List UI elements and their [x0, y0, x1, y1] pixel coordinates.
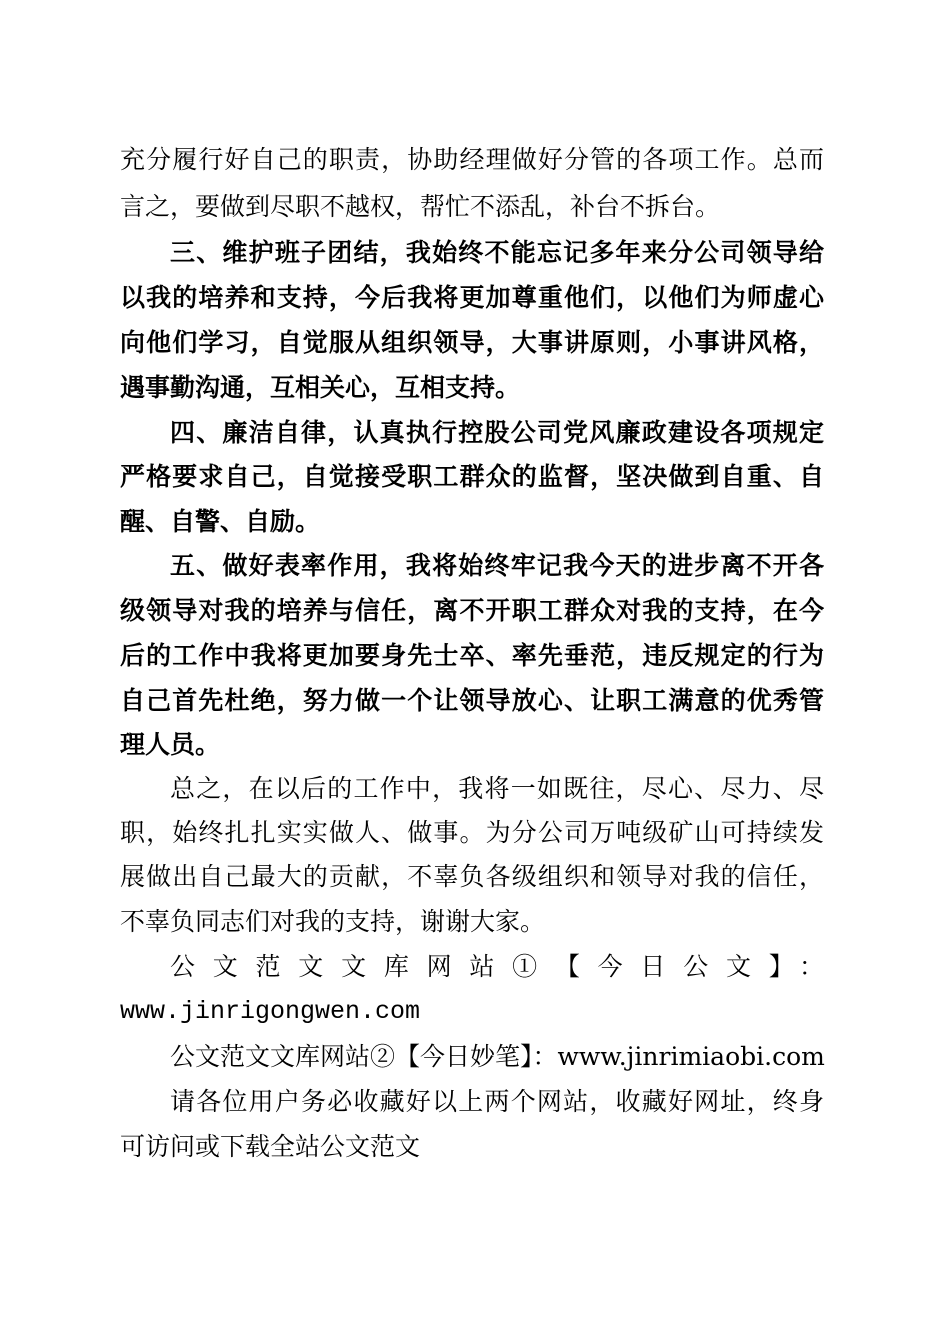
site-one-label: 公文范文文库网站①【今日公文】：: [170, 952, 824, 981]
text-line: 四、廉洁自律，认真执行控股公司党风廉政建设各项规定: [170, 418, 824, 447]
text-line: 职，始终扎扎实实做人、做事。为分公司万吨级矿山可持续发: [120, 818, 824, 847]
text-line: 向他们学习，自觉服从组织领导，大事讲原则，小事讲风格，: [120, 328, 824, 357]
text-line: 言之，要做到尽职不越权，帮忙不添乱，补台不拆台。: [120, 192, 721, 221]
text-line: 总之，在以后的工作中，我将一如既往，尽心、尽力、尽: [170, 774, 824, 803]
text-line: 以我的培养和支持，今后我将更加尊重他们，以他们为师虚心: [120, 283, 824, 312]
text-line: 可访问或下载全站公文范文: [120, 1132, 421, 1161]
text-line: 级领导对我的培养与信任，离不开职工群众对我的支持，在今: [120, 596, 824, 625]
site-one-url[interactable]: www.jinrigongwen.com: [120, 997, 421, 1026]
text-line: 展做出自己最大的贡献，不辜负各级组织和领导对我的信任，: [120, 862, 824, 891]
text-line: 五、做好表率作用，我将始终牢记我今天的进步离不开各: [170, 551, 824, 580]
site-two-line[interactable]: 公文范文文库网站②【今日妙笔】：www.jinrimiaobi.com: [170, 1042, 825, 1071]
text-line: 理人员。: [120, 730, 221, 759]
text-line: 后的工作中我将更加要身先士卒、率先垂范，违反规定的行为: [120, 641, 824, 670]
text-line: 请各位用户务必收藏好以上两个网站，收藏好网址，终身: [170, 1087, 824, 1116]
text-line: 醒、自警、自励。: [120, 507, 321, 536]
text-line: 自己首先杜绝，努力做一个让领导放心、让职工满意的优秀管: [120, 686, 824, 715]
text-line: 三、维护班子团结，我始终不能忘记多年来分公司领导给: [170, 238, 824, 267]
text-line: 充分履行好自己的职责，协助经理做好分管的各项工作。总而: [120, 145, 824, 174]
text-line: 遇事勤沟通，互相关心，互相支持。: [120, 373, 521, 402]
text-line: 不辜负同志们对我的支持，谢谢大家。: [120, 907, 546, 936]
text-line: 严格要求自己，自觉接受职工群众的监督，坚决做到自重、自: [120, 462, 824, 491]
